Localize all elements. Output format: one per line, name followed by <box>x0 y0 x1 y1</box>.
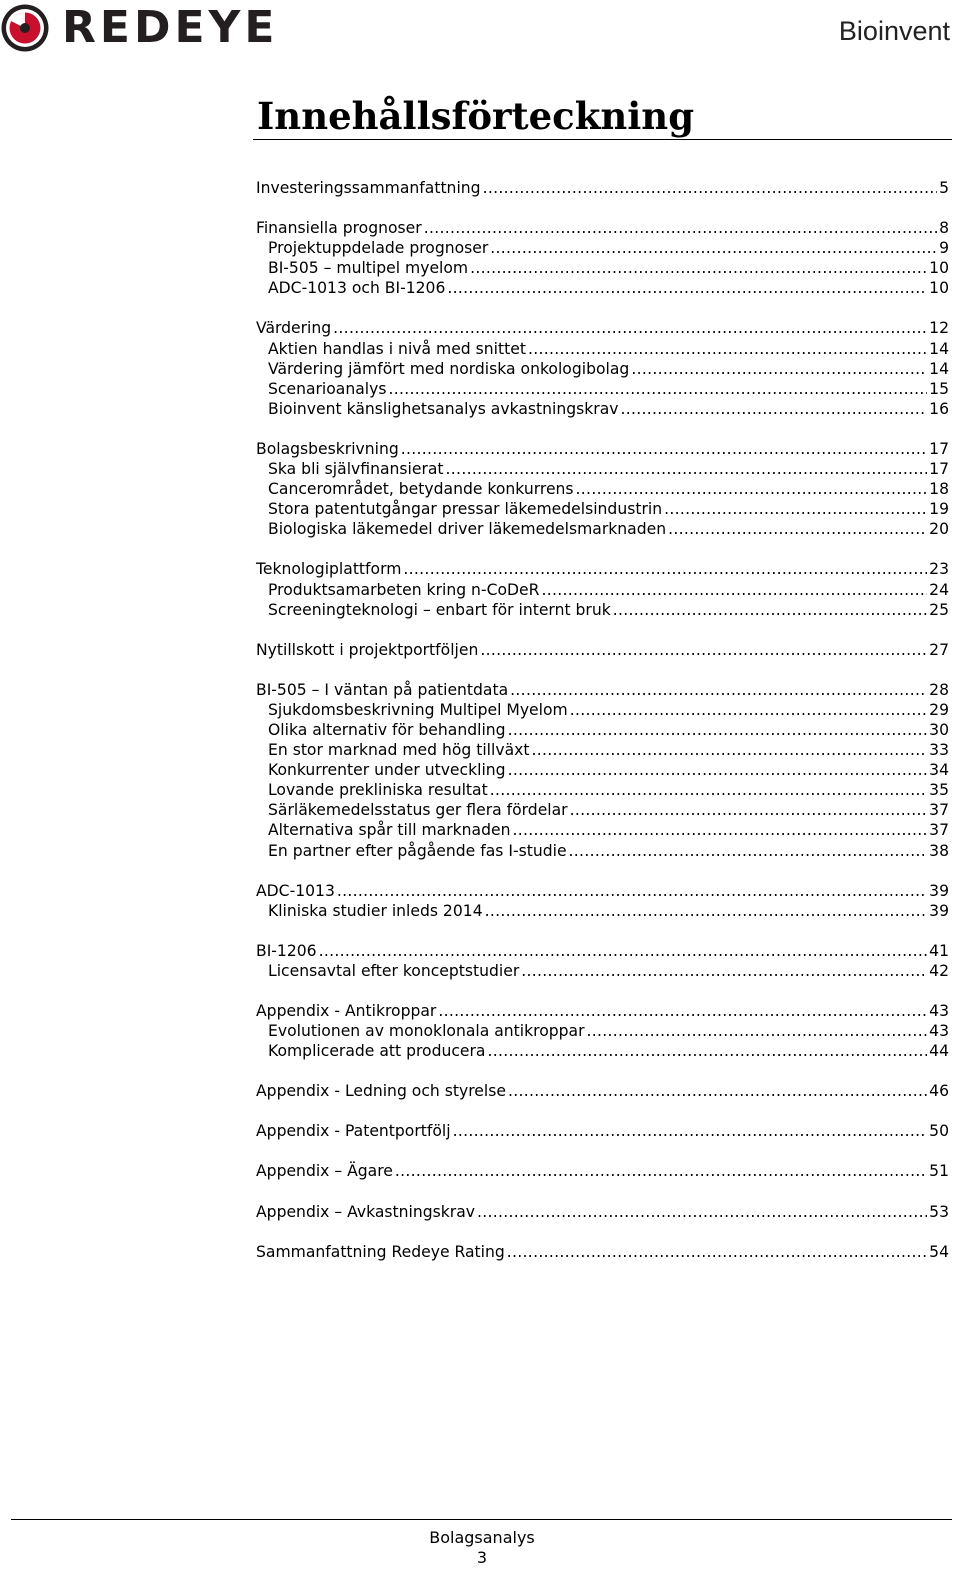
toc-entry-page: 20 <box>929 520 949 539</box>
toc-section <box>256 439 949 539</box>
toc-entry-label: Appendix – Ägare <box>256 1162 393 1181</box>
dot-leader <box>477 1202 927 1222</box>
toc-entry-page: 17 <box>929 439 949 458</box>
dot-leader <box>569 841 928 861</box>
toc-entry[interactable] <box>256 318 949 338</box>
toc-subentry[interactable] <box>256 339 949 359</box>
dot-leader <box>508 760 928 780</box>
toc-entry[interactable] <box>256 178 949 198</box>
toc-subentry[interactable] <box>256 800 949 820</box>
toc-subentry[interactable] <box>256 1041 949 1061</box>
dot-leader <box>447 278 927 298</box>
toc-section <box>256 178 949 198</box>
toc-entry-label: Nytillskott i projektportföljen <box>256 640 479 659</box>
toc-entry-label: Bioinvent känslighetsanalys avkastningskrav <box>268 399 619 418</box>
toc-entry-label: Evolutionen av monoklonala antikroppar <box>268 1022 585 1041</box>
toc-entry-page: 30 <box>929 720 949 739</box>
toc-entry-page: 34 <box>929 761 949 780</box>
toc-entry-page: 17 <box>929 460 949 479</box>
toc-subentry[interactable] <box>256 780 949 800</box>
toc-subentry[interactable] <box>256 720 949 740</box>
toc-entry-page: 19 <box>929 500 949 519</box>
toc-entry-page: 10 <box>929 259 949 278</box>
toc-entry-page: 54 <box>929 1242 949 1261</box>
toc-entry-label: Cancerområdet, betydande konkurrens <box>268 480 574 499</box>
toc-entry-label: Komplicerade att producera <box>268 1042 486 1061</box>
toc-entry[interactable] <box>256 1202 949 1222</box>
toc-entry-label: Lovande prekliniska resultat <box>268 781 488 800</box>
toc-entry-page: 5 <box>939 179 949 197</box>
toc-entry-page: 14 <box>929 359 949 378</box>
toc-entry-label: Sammanfattning Redeye Rating <box>256 1242 505 1261</box>
toc-entry-page: 41 <box>929 941 949 960</box>
toc-entry[interactable] <box>256 1081 949 1101</box>
dot-leader <box>587 1021 928 1041</box>
logo-wordmark: REDEYE <box>62 2 279 53</box>
toc-entry-page: 15 <box>929 379 949 398</box>
toc-subentry[interactable] <box>256 479 949 499</box>
toc-entry-page: 44 <box>929 1042 949 1061</box>
toc-subentry[interactable] <box>256 499 949 519</box>
toc-entry-page: 24 <box>929 580 949 599</box>
dot-leader <box>513 820 928 840</box>
toc-entry-page: 8 <box>939 219 949 238</box>
dot-leader <box>490 238 937 258</box>
dot-leader <box>570 700 927 720</box>
dot-leader <box>521 961 927 981</box>
page-title: Innehållsförteckning <box>257 94 695 138</box>
toc-entry-page: 46 <box>929 1082 949 1101</box>
toc-entry[interactable] <box>256 640 949 660</box>
dot-leader <box>333 318 927 338</box>
dot-leader <box>576 479 928 499</box>
toc-section <box>256 1121 949 1141</box>
toc-section <box>256 1001 949 1061</box>
toc-entry-label: Screeningteknologi – enbart för internt bruk <box>268 600 611 619</box>
toc-entry-label: Appendix - Patentportfölj <box>256 1122 451 1141</box>
toc-entry-page: 14 <box>929 339 949 358</box>
dot-leader <box>446 459 928 479</box>
toc-entry-label: Värdering <box>256 319 332 338</box>
toc-subentry[interactable] <box>256 700 949 720</box>
toc-entry-label: Alternativa spår till marknaden <box>268 821 511 840</box>
dot-leader <box>453 1121 928 1141</box>
toc-subentry[interactable] <box>256 1021 949 1041</box>
toc-entry-page: 38 <box>929 841 949 860</box>
dot-leader <box>483 178 938 198</box>
dot-leader <box>488 1041 928 1061</box>
company-name: Bioinvent <box>838 16 950 46</box>
toc-entry-page: 42 <box>929 961 949 980</box>
toc-entry-label: Bolagsbeskrivning <box>256 439 399 458</box>
toc-entry-page: 33 <box>929 741 949 760</box>
dot-leader <box>388 379 927 399</box>
toc-entry-label: Sjukdomsbeskrivning Multipel Myelom <box>268 700 568 719</box>
dot-leader <box>470 258 927 278</box>
toc-entry-label: Appendix - Ledning och styrelse <box>256 1082 506 1101</box>
toc-subentry[interactable] <box>256 519 949 539</box>
toc-section <box>256 559 949 619</box>
toc-entry-label: Biologiska läkemedel driver läkemedelsmarknaden <box>268 520 667 539</box>
toc-subentry[interactable] <box>256 901 949 921</box>
toc-section <box>256 318 949 418</box>
toc-entry-page: 12 <box>929 319 949 338</box>
toc-section <box>256 1242 949 1262</box>
toc-entry-label: Konkurrenter under utveckling <box>268 761 506 780</box>
toc-subentry[interactable] <box>256 459 949 479</box>
toc-entry[interactable] <box>256 941 949 961</box>
toc-entry[interactable] <box>256 218 949 238</box>
dot-leader <box>438 1001 927 1021</box>
toc-section <box>256 218 949 298</box>
toc-entry-page: 10 <box>929 279 949 298</box>
toc-subentry[interactable] <box>256 740 949 760</box>
toc-entry-label: Produktsamarbeten kring n-CoDeR <box>268 580 540 599</box>
dot-leader <box>541 580 927 600</box>
toc-entry-page: 28 <box>929 680 949 699</box>
toc-subentry[interactable] <box>256 580 949 600</box>
toc-entry[interactable] <box>256 1001 949 1021</box>
toc-subentry[interactable] <box>256 399 949 419</box>
toc-entry-label: Finansiella prognoser <box>256 219 422 238</box>
redeye-logo <box>0 0 278 56</box>
dot-leader <box>401 439 927 459</box>
dot-leader <box>508 1081 927 1101</box>
toc-entry-label: BI-505 – I väntan på patientdata <box>256 680 509 699</box>
dot-leader <box>510 680 927 700</box>
toc-entry-page: 9 <box>939 239 949 258</box>
dot-leader <box>664 499 927 519</box>
toc-entry-label: Värdering jämfört med nordiska onkologibolag <box>268 359 630 378</box>
toc-entry-page: 35 <box>929 781 949 800</box>
toc-section <box>256 1161 949 1181</box>
toc-section <box>256 1081 949 1101</box>
toc-entry[interactable] <box>256 680 949 700</box>
dot-leader <box>620 399 927 419</box>
toc-section <box>256 680 949 861</box>
toc-entry[interactable] <box>256 1242 949 1262</box>
toc-entry-label: Olika alternativ för behandling <box>268 720 506 739</box>
toc-entry-label: BI-1206 <box>256 941 317 960</box>
toc-subentry[interactable] <box>256 379 949 399</box>
toc-entry-label: BI-505 – multipel myelom <box>268 259 469 278</box>
footer-divider <box>11 1519 952 1520</box>
toc-entry-label: Licensavtal efter konceptstudier <box>268 961 520 980</box>
toc-subentry[interactable] <box>256 278 949 298</box>
toc-entry-page: 39 <box>929 901 949 920</box>
footer-label: Bolagsanalys <box>429 1528 535 1547</box>
toc-subentry[interactable] <box>256 359 949 379</box>
toc-entry-label: Stora patentutgångar pressar läkemedelsindustrin <box>268 500 663 519</box>
dot-leader <box>668 519 927 539</box>
toc-entry-label: ADC-1013 <box>256 881 335 900</box>
toc-entry[interactable] <box>256 1161 949 1181</box>
toc-entry-page: 50 <box>929 1122 949 1141</box>
toc-entry-page: 43 <box>929 1002 949 1020</box>
toc-entry-label: En stor marknad med hög tillväxt <box>268 741 530 760</box>
dot-leader <box>528 339 927 359</box>
toc-entry-label: En partner efter pågående fas I-studie <box>268 841 567 860</box>
dot-leader <box>480 640 927 660</box>
toc-entry-page: 27 <box>929 640 949 659</box>
dot-leader <box>337 881 927 901</box>
toc-subentry[interactable] <box>256 258 949 278</box>
dot-leader <box>570 800 928 820</box>
toc-entry-page: 37 <box>929 801 949 820</box>
toc-entry-label: Projektuppdelade prognoser <box>268 239 489 258</box>
toc-subentry[interactable] <box>256 841 949 861</box>
dot-leader <box>613 600 927 620</box>
toc-entry-label: ADC-1013 och BI-1206 <box>268 279 446 298</box>
dot-leader <box>508 720 928 740</box>
toc-subentry[interactable] <box>256 820 949 840</box>
toc-entry-label: Ska bli självfinansierat <box>268 460 444 479</box>
toc-entry[interactable] <box>256 439 949 459</box>
toc-entry-page: 23 <box>929 560 949 579</box>
dot-leader <box>490 780 927 800</box>
toc-entry-page: 53 <box>929 1202 949 1221</box>
title-divider <box>253 139 952 140</box>
toc-entry-label: Teknologiplattform <box>256 560 402 579</box>
dot-leader <box>424 218 937 238</box>
toc-entry-label: Kliniska studier inleds 2014 <box>268 901 483 920</box>
dot-leader <box>531 740 927 760</box>
toc-entry-page: 25 <box>929 600 949 619</box>
toc-section <box>256 1202 949 1222</box>
toc-entry[interactable] <box>256 559 949 579</box>
toc-entry-page: 39 <box>929 881 949 900</box>
dot-leader <box>631 359 927 379</box>
table-of-contents <box>256 178 949 1282</box>
toc-subentry[interactable] <box>256 760 949 780</box>
toc-entry-page: 37 <box>929 821 949 840</box>
toc-entry-label: Appendix - Antikroppar <box>256 1002 437 1020</box>
dot-leader <box>403 559 927 579</box>
toc-entry[interactable] <box>256 881 949 901</box>
toc-entry-page: 16 <box>929 399 949 418</box>
toc-entry-label: Aktien handlas i nivå med snittet <box>268 339 526 358</box>
dot-leader <box>395 1161 927 1181</box>
toc-entry-label: Investeringssammanfattning <box>256 179 481 197</box>
toc-entry-page: 43 <box>929 1022 949 1041</box>
toc-entry-page: 18 <box>929 480 949 499</box>
toc-entry[interactable] <box>256 1121 949 1141</box>
toc-section <box>256 640 949 660</box>
toc-subentry[interactable] <box>256 961 949 981</box>
toc-entry-page: 51 <box>929 1162 949 1181</box>
toc-entry-label: Scenarioanalys <box>268 379 387 398</box>
toc-entry-label: Appendix – Avkastningskrav <box>256 1202 475 1221</box>
toc-subentry[interactable] <box>256 600 949 620</box>
toc-section <box>256 941 949 981</box>
eye-icon <box>0 3 50 53</box>
dot-leader <box>319 941 928 961</box>
toc-subentry[interactable] <box>256 238 949 258</box>
toc-entry-page: 29 <box>929 700 949 719</box>
toc-section <box>256 881 949 921</box>
toc-entry-label: Särläkemedelsstatus ger flera fördelar <box>268 801 568 820</box>
dot-leader <box>485 901 928 921</box>
page-number: 3 <box>476 1548 488 1567</box>
dot-leader <box>507 1242 927 1262</box>
